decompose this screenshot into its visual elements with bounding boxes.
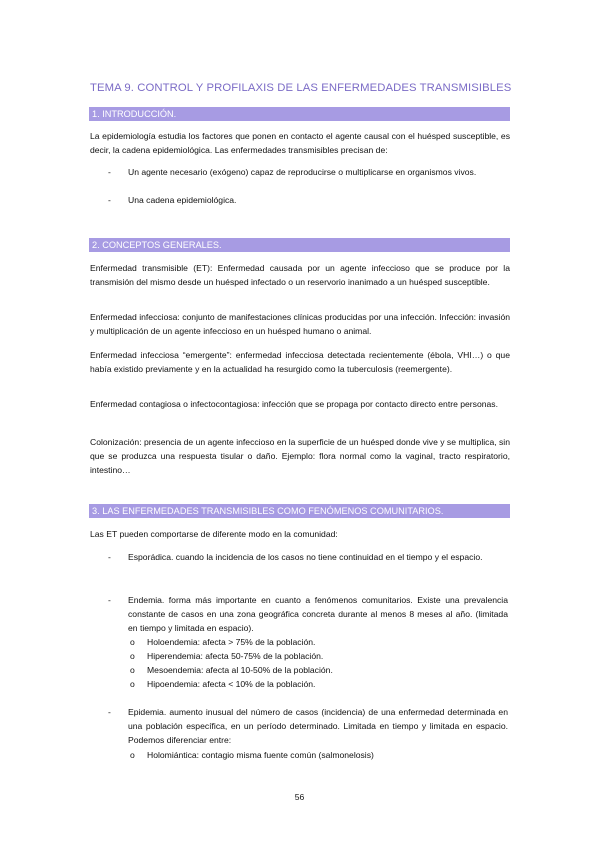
section-heading-comunitarios: 3. LAS ENFERMEDADES TRANSMISIBLES COMO FENÓMENOS COMUNITARIOS. <box>89 504 510 518</box>
page-title: TEMA 9. CONTROL Y PROFILAXIS DE LAS ENFERMEDADES TRANSMISIBLES <box>90 82 512 94</box>
section-heading-introduccion: 1. INTRODUCCIÓN. <box>89 107 510 121</box>
sub-list-item-text: Mesoendemia: afecta al 10-50% de la población. <box>147 665 333 675</box>
paragraph-emergente: Enfermedad infecciosa “emergente”: enfermedad infecciosa detectada recientemente (ébola, VHI…) o que había existido previamente y en la actualidad ha resurgido como la tuberculosis (reemergente). <box>90 350 510 374</box>
paragraph-enfermedad-transmisible: Enfermedad transmisible (ET): Enfermedad causada por un agente infeccioso que se produce por la transmisión del mismo desde un huésped infectado o un reservorio inanimado a un huésped susceptible. <box>90 263 510 287</box>
list-item-text: Esporádica. cuando la incidencia de los casos no tiene continuidad en el tiempo y el espacio. <box>128 552 483 562</box>
section-heading-conceptos: 2. CONCEPTOS GENERALES. <box>89 238 510 252</box>
page-number: 56 <box>294 792 305 802</box>
sub-list-item-text: Hiperendemia: afecta 50-75% de la población. <box>147 651 324 661</box>
list-item-text: Endemia. forma más importante en cuanto a fenómenos comunitarios. Existe una prevalencia constante de casos en una zona geográfica concreta durante al menos 8 meses al año. (limitada en tiempo y limitada en espacio). <box>128 595 508 633</box>
list-item-text: Epidemia. aumento inusual del número de casos (incidencia) de una enfermedad determinada en una población específica, en un período determinado. Limitada en tiempo y limitada en espacio. Podemos diferenciar entre: <box>128 707 508 745</box>
paragraph-colonizacion: Colonización: presencia de un agente infeccioso en la superficie de un huésped donde vive y se multiplica, sin que se produzca una respuesta tisular o daño. Ejemplo: flora normal como la vaginal, tracto respiratorio, intestino… <box>90 437 510 475</box>
paragraph-enfermedad-infecciosa: Enfermedad infecciosa: conjunto de manifestaciones clínicas producidas por una infección. Infección: invasión y multiplicación de un agente infeccioso en un huésped humano o animal. <box>90 312 510 336</box>
dash-bullet: - <box>108 167 111 177</box>
circle-bullet: o <box>130 665 135 675</box>
list-item-text: Un agente necesario (exógeno) capaz de reproducirse o multiplicarse en organismos vivos. <box>128 167 477 177</box>
paragraph-contagiosa: Enfermedad contagiosa o infectocontagiosa: infección que se propaga por contacto directo entre personas. <box>90 399 498 409</box>
intro-paragraph: La epidemiología estudia los factores que ponen en contacto el agente causal con el huésped susceptible, es decir, la cadena epidemiológica. Las enfermedades transmisibles precisan de: <box>90 131 510 155</box>
dash-bullet: - <box>108 707 111 717</box>
dash-bullet: - <box>108 552 111 562</box>
sub-list-item-text: Holomiántica: contagio misma fuente común (salmonelosis) <box>147 750 374 760</box>
dash-bullet: - <box>108 195 111 205</box>
circle-bullet: o <box>130 637 135 647</box>
sub-list-item-text: Holoendemia: afecta > 75% de la población. <box>147 637 316 647</box>
circle-bullet: o <box>130 679 135 689</box>
comunitarios-intro: Las ET pueden comportarse de diferente modo en la comunidad: <box>90 529 338 539</box>
dash-bullet: - <box>108 595 111 605</box>
list-item-text: Una cadena epidemiológica. <box>128 195 237 205</box>
sub-list-item-text: Hipoendemia: afecta < 10% de la población. <box>147 679 316 689</box>
circle-bullet: o <box>130 750 135 760</box>
circle-bullet: o <box>130 651 135 661</box>
